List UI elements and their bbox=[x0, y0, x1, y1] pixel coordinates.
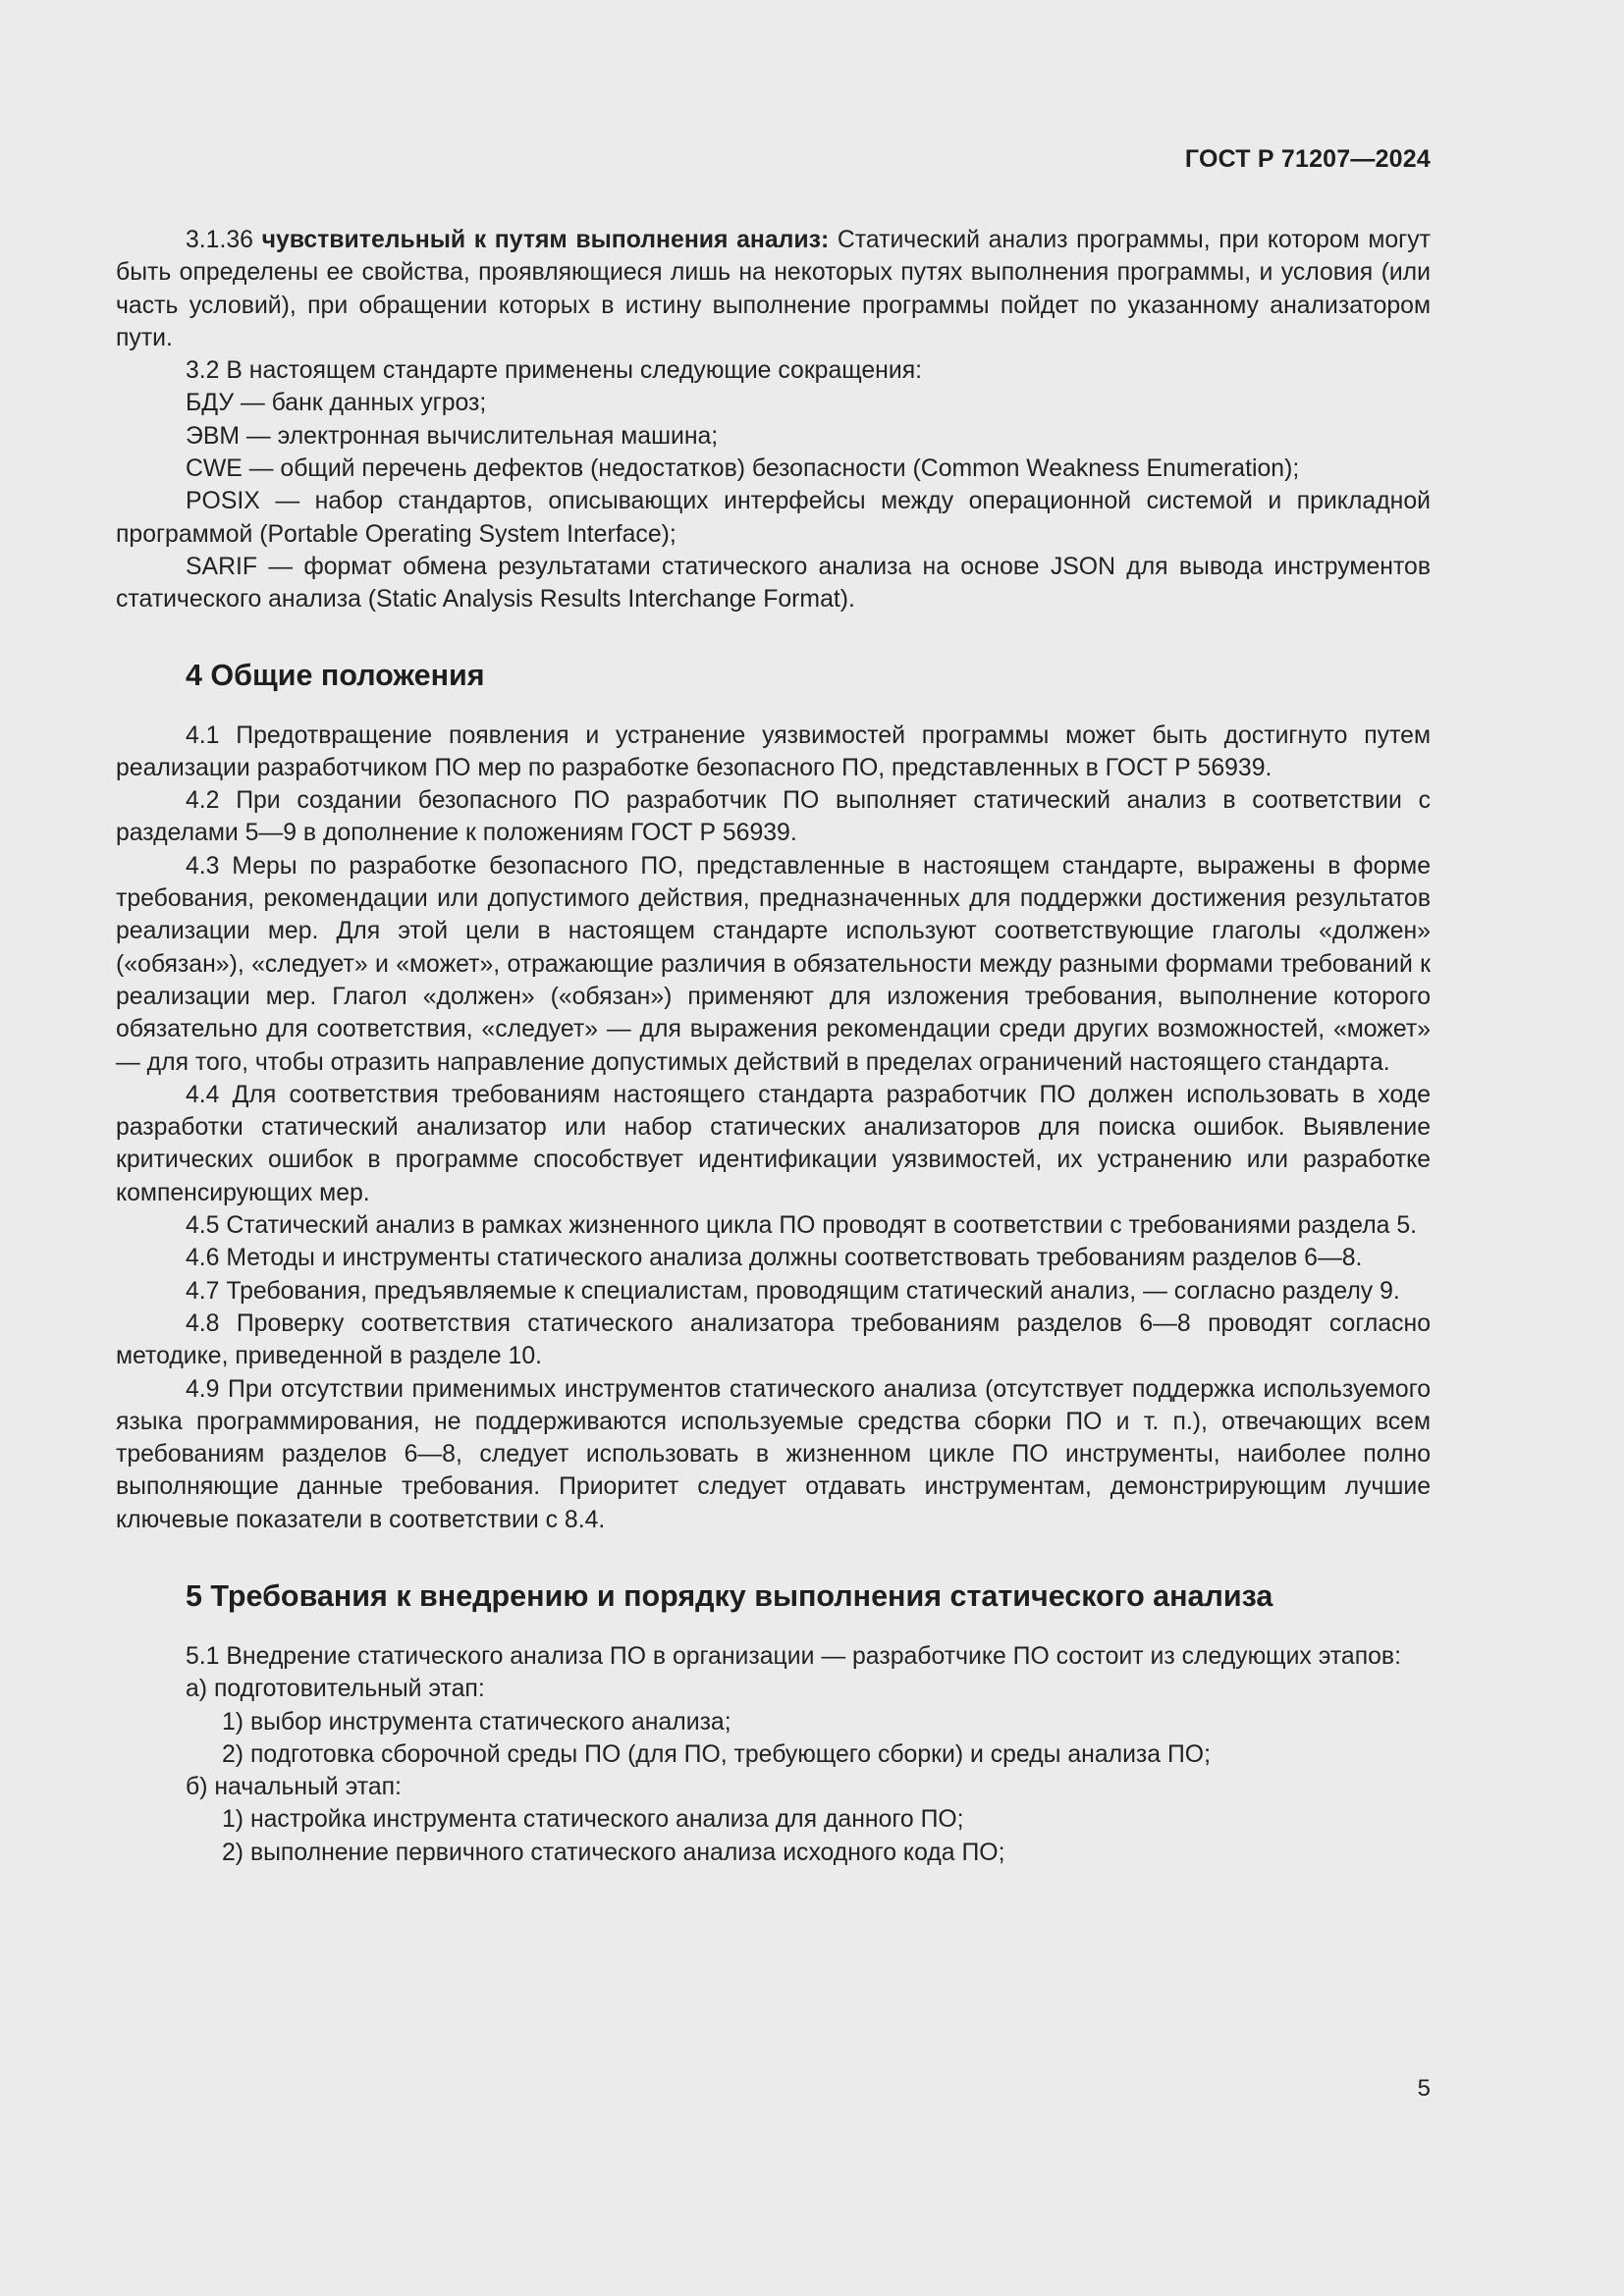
clause-4-7: 4.7 Требования, предъявляемые к специалистам, проводящим статический анализ, — согласно разделу 9. bbox=[186, 1277, 1400, 1305]
abbreviation-evm: ЭВМ — электронная вычислительная машина; bbox=[186, 422, 719, 450]
term-definition-text: Статический анализ программы, при котором могут быть определены ее свойства, проявляющиеся лишь на некоторых путях выполнения программы, и условия (или часть условий), при обращении которых в истину выполнение программы пойдет по указанному анализатором пути. bbox=[116, 227, 1431, 351]
page-number: 5 bbox=[1417, 2075, 1431, 2102]
list-item-a: а) подготовительный этап: bbox=[186, 1676, 485, 1703]
document-page bbox=[116, 0, 1431, 2296]
abbreviation-bdu: БДУ — банк данных угроз; bbox=[186, 390, 487, 417]
clause-4-9: 4.9 При отсутствии применимых инструментов статического анализа (отсутствует поддержка используемого языка программирования, не поддерживаются используемые средства сборки ПО и т. п.), отвечающих всем требованиям разделов 6—8, следует использовать в жизненном цикле ПО инструменты, наиболее полно выполняющие данные требования. Приоритет следует отдавать инструментам, демонстрирующим лучшие ключевые показатели в соответствии с 8.4. bbox=[116, 1375, 1431, 1533]
clause-4-8: 4.8 Проверку соответствия статического анализатора требованиям разделов 6—8 проводят согласно методике, приведенной в разделе 10. bbox=[116, 1309, 1431, 1370]
list-item-a-2: 2) подготовка сборочной среды ПО (для ПО, требующего сборки) и среды анализа ПО; bbox=[222, 1740, 1211, 1768]
list-item-a-1: 1) выбор инструмента статического анализа; bbox=[222, 1708, 731, 1735]
document-id-header: ГОСТ Р 71207—2024 bbox=[1184, 145, 1431, 173]
abbreviation-cwe: CWE — общий перечень дефектов (недостатков) безопасности (Common Weakness Enumeration); bbox=[186, 455, 1300, 483]
clause-4-6: 4.6 Методы и инструменты статического анализа должны соответствовать требованиям разделов 6—8. bbox=[186, 1245, 1363, 1272]
term-definition-title: чувствительный к путям выполнения анализ: bbox=[261, 227, 830, 253]
abbreviation-sarif: SARIF — формат обмена результатами статического анализа на основе JSON для вывода инструментов статического анализа (Static Analysis Results Interchange Format). bbox=[116, 553, 1431, 614]
list-item-b: б) начальный этап: bbox=[186, 1774, 402, 1801]
clause-4-5: 4.5 Статический анализ в рамках жизненного цикла ПО проводят в соответствии с требованиями раздела 5. bbox=[186, 1212, 1418, 1240]
clause-number: 3.1.36 bbox=[186, 227, 262, 253]
list-item-b-2: 2) выполнение первичного статического анализа исходного кода ПО; bbox=[222, 1839, 1005, 1866]
clause-4-1: 4.1 Предотвращение появления и устранение уязвимостей программы может быть достигнуто путем реализации разработчиком ПО мер по разработке безопасного ПО, представленных в ГОСТ Р 56939. bbox=[116, 721, 1431, 781]
clause-5-1: 5.1 Внедрение статического анализа ПО в организации — разработчике ПО состоит из следующих этапов: bbox=[186, 1642, 1401, 1670]
clause-4-3: 4.3 Меры по разработке безопасного ПО, представленные в настоящем стандарте, выражены в форме требования, рекомендации или допустимого действия, предназначенных для поддержки достижения результатов реализации мер. Для этой цели в настоящем стандарте используют соответствующие глаголы «должен» («обязан»), «следует» и «может», отражающие различия в обязательности между разными формами требований к реализации мер. Глагол «должен» («обязан») применяют для изложения требования, выполнение которого обязательно для соответствия, «следует» — для выражения рекомендации среди других возможностей, «может» — для того, чтобы отразить направление допустимых действий в пределах ограничений настоящего стандарта. bbox=[116, 852, 1431, 1076]
section-4-heading: 4 Общие положения bbox=[186, 658, 485, 692]
clause-4-2: 4.2 При создании безопасного ПО разработчик ПО выполняет статический анализ в соответствии с разделами 5—9 в дополнение к положениям ГОСТ Р 56939. bbox=[116, 787, 1431, 847]
abbreviation-posix: POSIX — набор стандартов, описывающих интерфейсы между операционной системой и прикладной программой (Portable Operating System Interface); bbox=[116, 488, 1431, 548]
page-content bbox=[116, 224, 1431, 1869]
list-item-b-1: 1) настройка инструмента статического анализа для данного ПО; bbox=[222, 1806, 964, 1834]
section-5-heading: 5 Требования к внедрению и порядку выполнения статического анализа bbox=[186, 1578, 1273, 1613]
clause-4-4: 4.4 Для соответствия требованиям настоящего стандарта разработчик ПО должен использовать в ходе разработки статический анализатор или набор статических анализаторов для поиска ошибок. Выявление критических ошибок в программе способствует идентификации уязвимостей, их устранению или разработке компенсирующих мер. bbox=[116, 1081, 1431, 1206]
clause-3-2: 3.2 В настоящем стандарте применены следующие сокращения: bbox=[186, 357, 923, 385]
clause-3-1-36 bbox=[116, 224, 1431, 354]
